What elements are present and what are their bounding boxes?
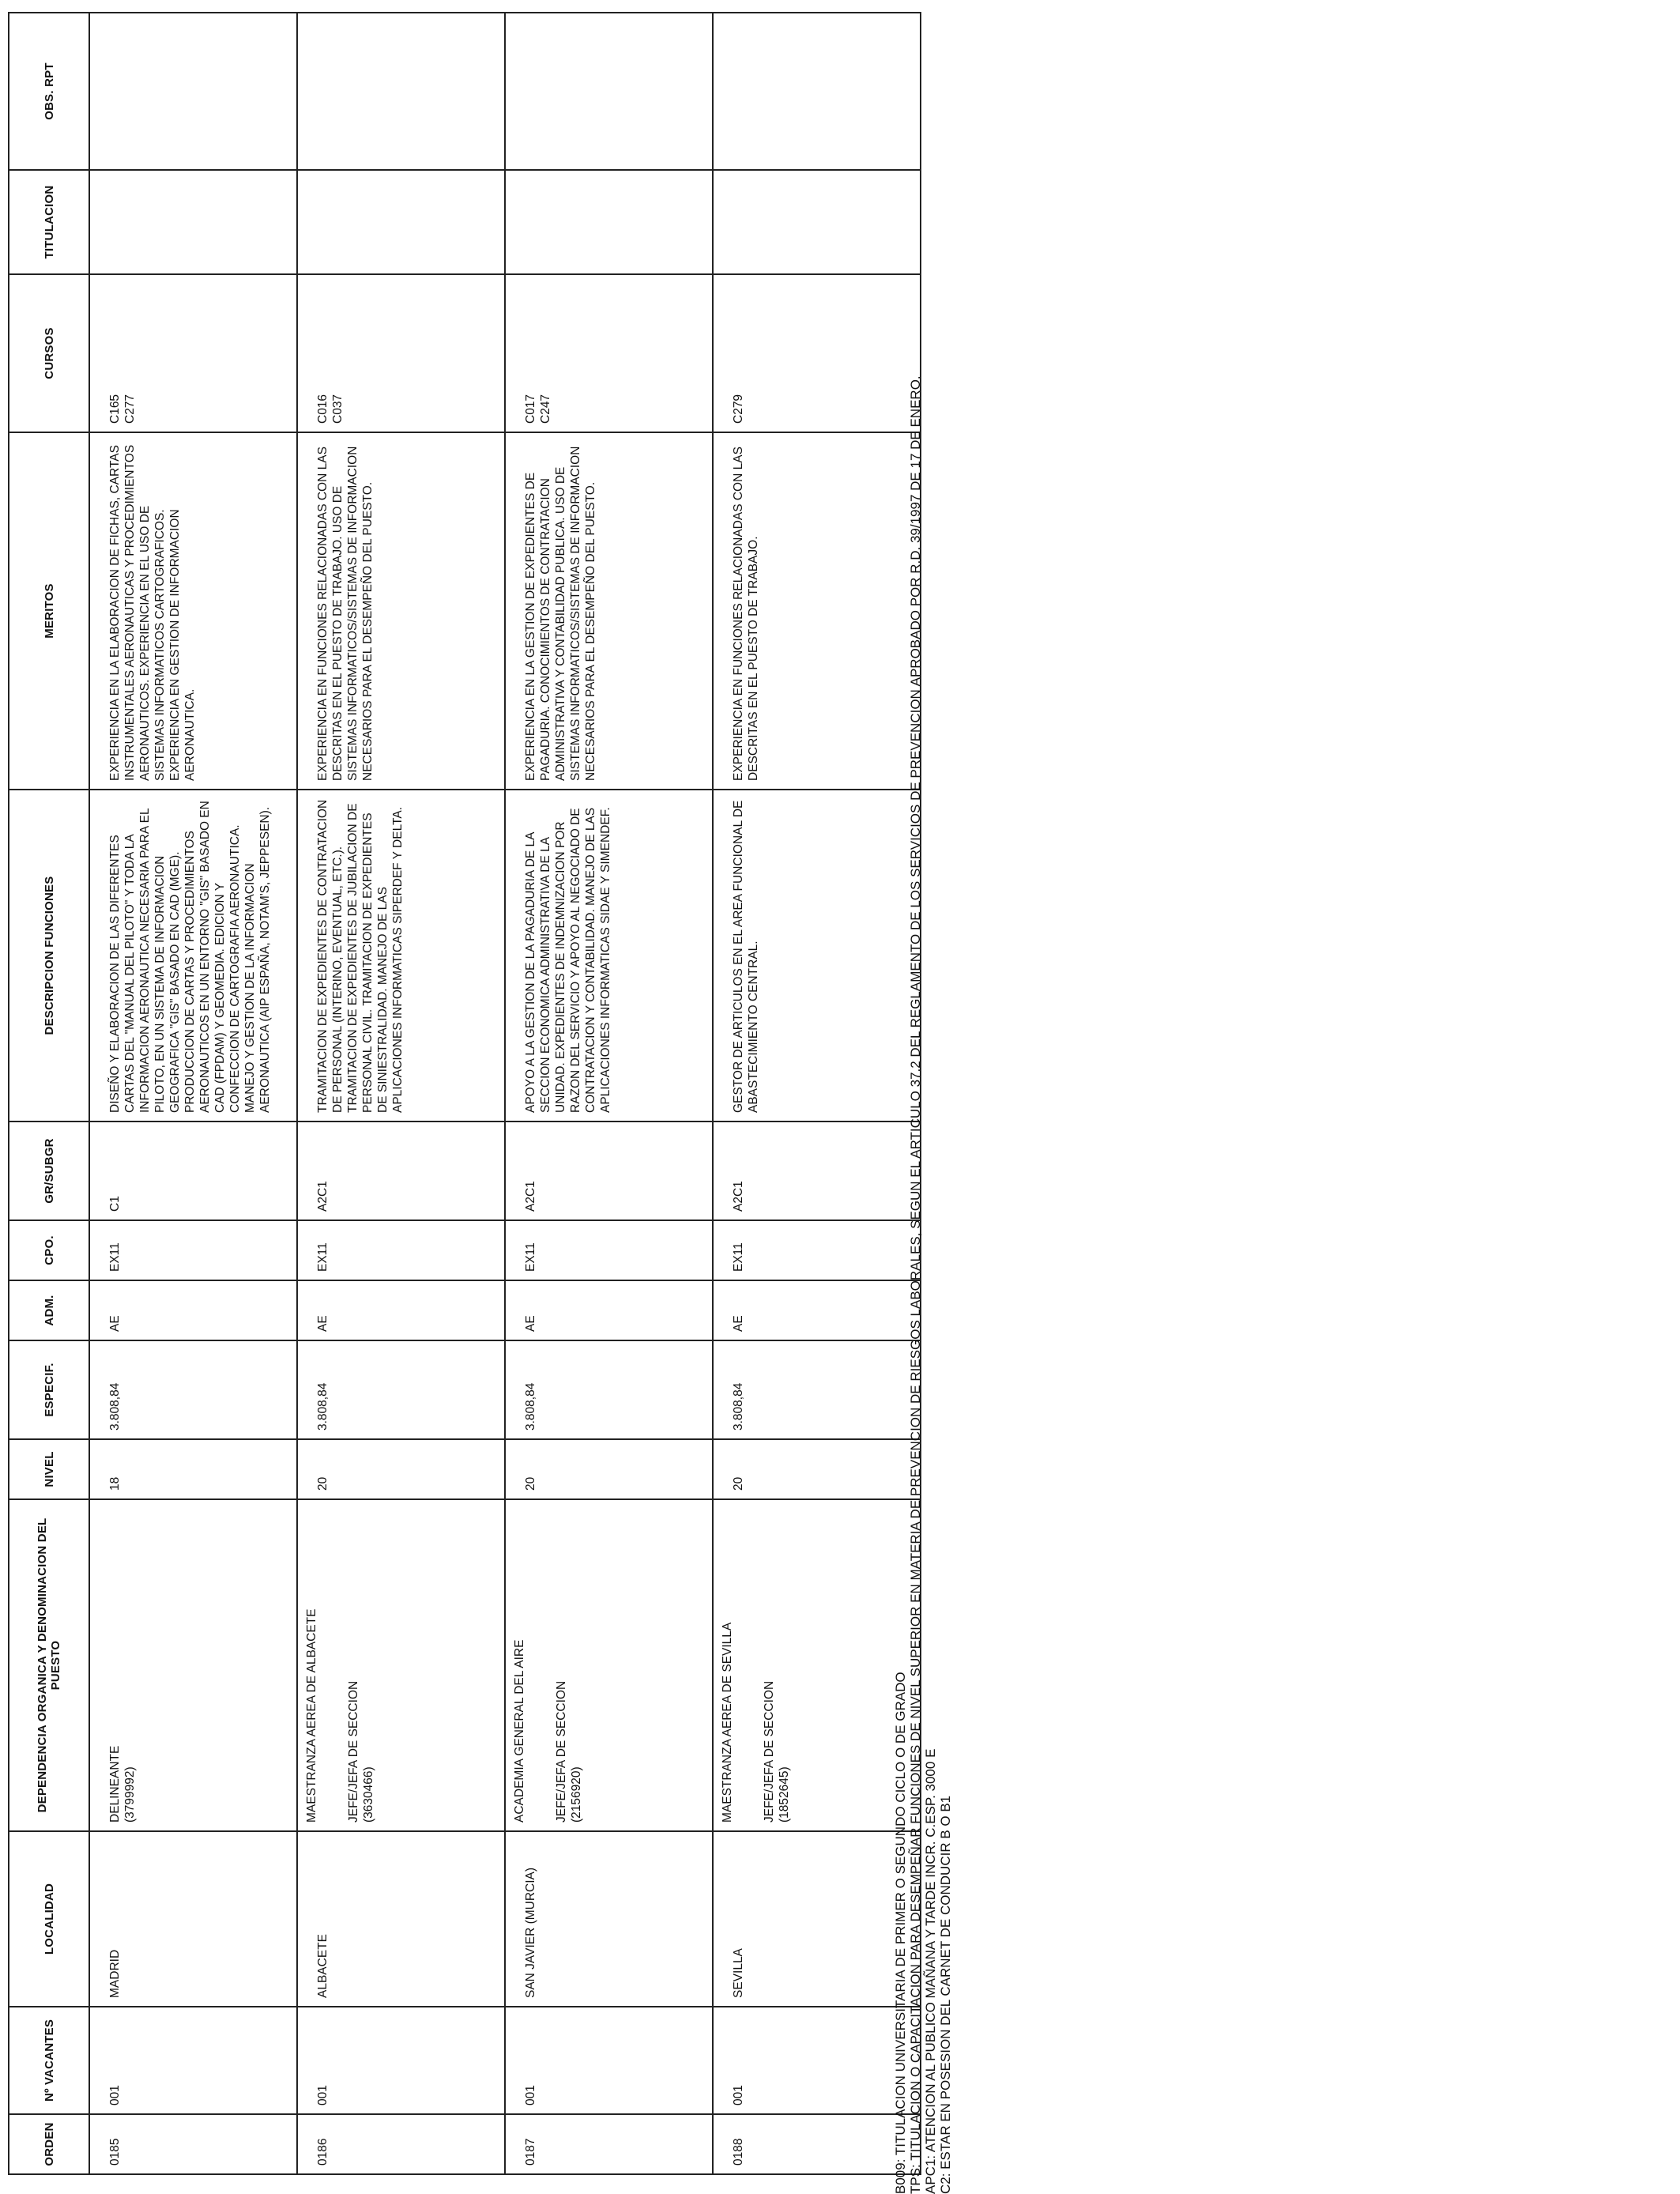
- table-header-row: [9, 13, 89, 2174]
- puesto-name: JEFE/JEFA DE SECCION: [347, 1680, 360, 1823]
- cell-dependencia: [297, 1499, 505, 1831]
- cell-dependencia: [713, 1499, 921, 1831]
- cell-cpo: EX11: [297, 1220, 505, 1280]
- header-grsubgr: GR/SUBGR: [9, 1122, 89, 1220]
- cell-grsubgr: C1: [89, 1122, 297, 1220]
- cell-grsubgr: A2C1: [713, 1122, 921, 1220]
- puesto-code: (3799992): [123, 1766, 137, 1823]
- unidad-name: MAESTRANZA AEREA DE SEVILLA: [721, 1622, 734, 1823]
- footnote: APC1: ATENCION AL PUBLICO MAÑANA Y TARDE INCR. C.ESP. 3000 E: [923, 1748, 938, 2194]
- cell-titulacion: [713, 170, 921, 274]
- cell-localidad: ALBACETE: [297, 1831, 505, 2007]
- cell-vacantes: 001: [89, 2007, 297, 2114]
- cell-cursos: C017 C247: [505, 274, 713, 432]
- cell-dependencia: [505, 1499, 713, 1831]
- header-cpo: CPO.: [9, 1220, 89, 1280]
- cell-titulacion: [89, 170, 297, 274]
- unidad-name: MAESTRANZA AEREA DE ALBACETE: [305, 1608, 318, 1823]
- header-meritos: MERITOS: [9, 432, 89, 790]
- cell-cursos: C165 C277: [89, 274, 297, 432]
- cell-vacantes: 001: [713, 2007, 921, 2114]
- header-localidad: LOCALIDAD: [9, 1831, 89, 2007]
- cell-meritos: EXPERIENCIA EN FUNCIONES RELACIONADAS CON LAS DESCRITAS EN EL PUESTO DE TRABAJO.: [713, 432, 921, 790]
- unidad-name: ACADEMIA GENERAL DEL AIRE: [513, 1639, 526, 1823]
- cell-cursos: C279: [713, 274, 921, 432]
- header-descripcion: DESCRIPCION FUNCIONES: [9, 790, 89, 1122]
- cell-adm: AE: [297, 1280, 505, 1340]
- puesto-code: (3630466): [362, 1766, 375, 1823]
- cell-vacantes: 001: [297, 2007, 505, 2114]
- header-especif: ESPECIF.: [9, 1340, 89, 1439]
- cell-descripcion: GESTOR DE ARTICULOS EN EL AREA FUNCIONAL DE ABASTECIMIENTO CENTRAL.: [713, 790, 921, 1122]
- cell-localidad: SAN JAVIER (MURCIA): [505, 1831, 713, 2007]
- header-dependencia: DEPENDENCIA ORGANICA Y DENOMINACION DEL PUESTO: [9, 1499, 89, 1831]
- table-row: [505, 13, 713, 2174]
- puesto-name: DELINEANTE: [108, 1745, 122, 1823]
- cell-meritos: EXPERIENCIA EN LA ELABORACION DE FICHAS, CARTAS INSTRUMENTALES AERONAUTICAS Y PROCEDIMIENTOS AERONAUTICOS. EXPERIENCIA EN EL USO DE SISTEMAS INFORMATICOS CARTOGRAFICOS. EXPERIENCIA EN GESTION DE INFORMACION AERONAUTICA.: [89, 432, 297, 790]
- cell-grsubgr: A2C1: [297, 1122, 505, 1220]
- cell-titulacion: [505, 170, 713, 274]
- header-cursos: CURSOS: [9, 274, 89, 432]
- header-titulacion: TITULACION: [9, 170, 89, 274]
- footnote: TPS: TITULACION O CAPACITACION PARA DESEMPEÑAR FUNCIONES DE NIVEL SUPERIOR EN MATERIA DE PREVENCION DE RIESGOS LABORALES, SEGUN EL ARTICULO 37.2 DEL REGLAMENTO DE LOS SERVICIOS DE PREVENCION APROBADO POR R.D. 39/1997 DE 17 DE ENERO.: [908, 375, 923, 2194]
- cell-meritos: EXPERIENCIA EN FUNCIONES RELACIONADAS CON LAS DESCRITAS EN EL PUESTO DE TRABAJO. USO DE SISTEMAS INFORMATICOS/SISTEMAS DE INFORMACION NECESARIOS PARA EL DESEMPEÑO DEL PUESTO.: [297, 432, 505, 790]
- header-obs-rpt: OBS. RPT: [9, 13, 89, 170]
- table-row: [713, 13, 921, 2174]
- header-nivel: NIVEL: [9, 1439, 89, 1499]
- cell-orden: 0185: [89, 2114, 297, 2174]
- cell-nivel: 18: [89, 1439, 297, 1499]
- puesto-name: JEFE/JEFA DE SECCION: [763, 1680, 776, 1823]
- footnotes: [893, 375, 953, 2194]
- cell-localidad: SEVILLA: [713, 1831, 921, 2007]
- cell-titulacion: [297, 170, 505, 274]
- cell-localidad: MADRID: [89, 1831, 297, 2007]
- cell-meritos: EXPERIENCIA EN LA GESTION DE EXPEDIENTES DE PAGADURIA. CONOCIMIENTOS DE CONTRATACION ADMINISTRATIVA Y CONTABILIDAD PUBLICA. USO DE SISTEMAS INFORMATICOS/SISTEMAS DE INFORMACION NECESARIOS PARA EL DESEMPEÑO DEL PUESTO.: [505, 432, 713, 790]
- cell-obs-rpt: [713, 13, 921, 170]
- cell-grsubgr: A2C1: [505, 1122, 713, 1220]
- table-row: [297, 13, 505, 2174]
- cell-especif: 3.808,84: [297, 1340, 505, 1439]
- header-vacantes: Nº VACANTES: [9, 2007, 89, 2114]
- puesto-code: (2156920): [570, 1766, 583, 1823]
- table-row: [89, 13, 297, 2174]
- vacancies-table: [8, 12, 921, 2175]
- header-orden: ORDEN: [9, 2114, 89, 2174]
- cell-especif: 3.808,84: [89, 1340, 297, 1439]
- puesto-name: JEFE/JEFA DE SECCION: [555, 1680, 568, 1823]
- cell-obs-rpt: [89, 13, 297, 170]
- cell-orden: 0186: [297, 2114, 505, 2174]
- cell-orden: 0187: [505, 2114, 713, 2174]
- cell-vacantes: 001: [505, 2007, 713, 2114]
- header-adm: ADM.: [9, 1280, 89, 1340]
- cell-obs-rpt: [297, 13, 505, 170]
- footnote: C2: ESTAR EN POSESION DEL CARNET DE CONDUCIR B O B1: [938, 1795, 953, 2194]
- cell-descripcion: TRAMITACION DE EXPEDIENTES DE CONTRATACION DE PERSONAL (INTERINO, EVENTUAL, ETC.). TRAMITACION DE EXPEDIENTES DE JUBILACION DE PERSONAL CIVIL. TRAMITACION DE EXPEDIENTES DE SINIESTRALIDAD. MANEJO DE LAS APLICACIONES INFORMATICAS SIPERDEF Y DELTA.: [297, 790, 505, 1122]
- cell-descripcion: DISEÑO Y ELABORACION DE LAS DIFERENTES CARTAS DEL "MANUAL DEL PILOTO" Y TODA LA INFORMACION AERONAUTICA NECESARIA PARA EL PILOTO, EN UN SISTEMA DE INFORMACION GEOGRAFICA "GIS" BASADO EN CAD (MGE). PRODUCCION DE CARTAS Y PROCEDIMIENTOS AERONAUTICOS EN UN ENTORNO "GIS" BASADO EN CAD (FPDAM) Y GEOMEDIA. EDICION Y CONFECCION DE CARTOGRAFIA AERONAUTICA. MANEJO Y GESTION DE LA INFORMACION AERONAUTICA (AIP ESPAÑA, NOTAM'S, JEPPESEN).: [89, 790, 297, 1122]
- cell-especif: 3.808,84: [713, 1340, 921, 1439]
- cell-nivel: 20: [713, 1439, 921, 1499]
- cell-adm: AE: [89, 1280, 297, 1340]
- cell-cursos: C016 C037: [297, 274, 505, 432]
- cell-adm: AE: [713, 1280, 921, 1340]
- footnote: B009: TITULACION UNIVERSITARIA DE PRIMER O SEGUNDO CICLO O DE GRADO: [893, 1672, 908, 2194]
- cell-nivel: 20: [505, 1439, 713, 1499]
- cell-cpo: EX11: [505, 1220, 713, 1280]
- cell-especif: 3.808,84: [505, 1340, 713, 1439]
- cell-nivel: 20: [297, 1439, 505, 1499]
- cell-adm: AE: [505, 1280, 713, 1340]
- cell-cpo: EX11: [713, 1220, 921, 1280]
- cell-cpo: EX11: [89, 1220, 297, 1280]
- cell-orden: 0188: [713, 2114, 921, 2174]
- puesto-code: (1852645): [778, 1766, 791, 1823]
- cell-dependencia: [89, 1499, 297, 1831]
- cell-obs-rpt: [505, 13, 713, 170]
- cell-descripcion: APOYO A LA GESTION DE LA PAGADURIA DE LA SECCION ECONOMICA ADMINISTRATIVA DE LA UNIDAD. EXPEDIENTES DE INDEMNIZACION POR RAZON DEL SERVICIO Y APOYO AL NEGOCIADO DE CONTRATACION Y CONTABILIDAD. MANEJO DE LAS APLICACIONES INFORMATICAS SIDAE Y SIMENDEF.: [505, 790, 713, 1122]
